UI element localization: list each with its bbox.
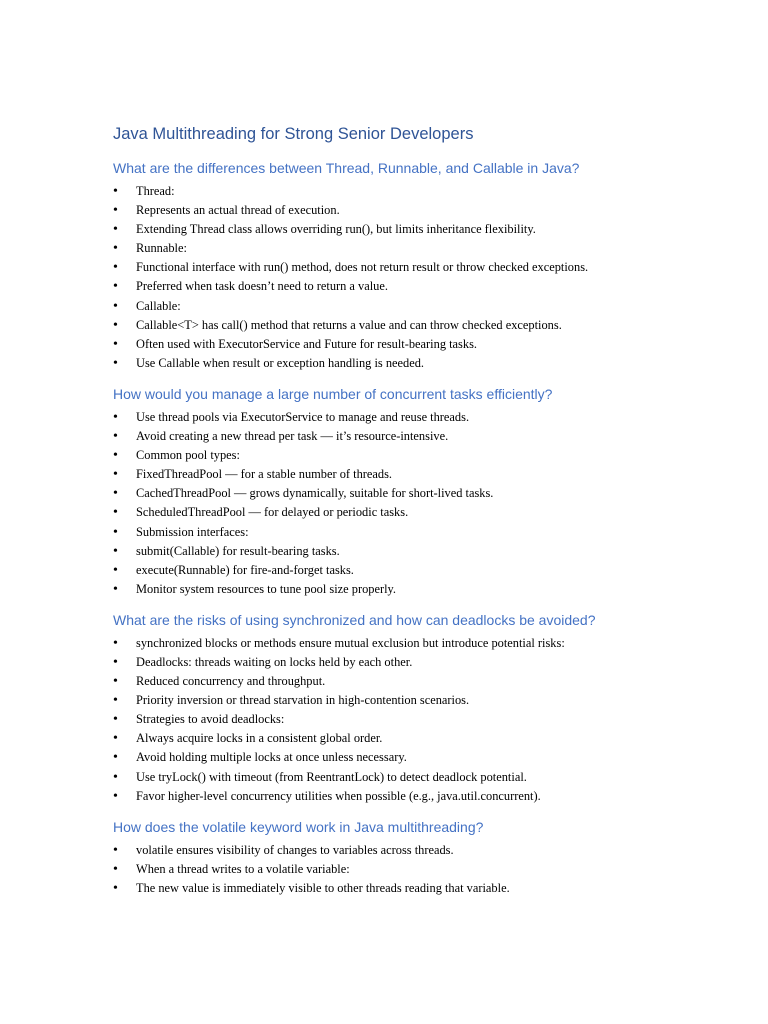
bullet-item: • Strategies to avoid deadlocks: [113, 710, 673, 729]
bullet-item: • Common pool types: [113, 446, 673, 465]
bullet-list [113, 634, 673, 806]
bullet-item: • Priority inversion or thread starvation in high-contention scenarios. [113, 691, 673, 710]
bullet-item: • Reduced concurrency and throughput. [113, 672, 673, 691]
bullet-item: • Use tryLock() with timeout (from ReentrantLock) to detect deadlock potential. [113, 768, 673, 787]
bullet-item: • Callable: [113, 297, 673, 316]
bullet-item: • Runnable: [113, 239, 673, 258]
bullet-item: • volatile ensures visibility of changes to variables across threads. [113, 841, 673, 860]
bullet-item: • Favor higher-level concurrency utilities when possible (e.g., java.util.concurrent). [113, 787, 673, 806]
sections-container [113, 158, 673, 898]
bullet-item: • Often used with ExecutorService and Future for result-bearing tasks. [113, 335, 673, 354]
bullet-item: • Avoid creating a new thread per task — it’s resource-intensive. [113, 427, 673, 446]
bullet-item: • synchronized blocks or methods ensure mutual exclusion but introduce potential risks: [113, 634, 673, 653]
bullet-item: • execute(Runnable) for fire-and-forget tasks. [113, 561, 673, 580]
document-page [113, 122, 673, 909]
bullet-item: • Always acquire locks in a consistent global order. [113, 729, 673, 748]
bullet-item: • FixedThreadPool — for a stable number of threads. [113, 465, 673, 484]
bullet-item: • submit(Callable) for result-bearing tasks. [113, 542, 673, 561]
bullet-item: • CachedThreadPool — grows dynamically, suitable for short-lived tasks. [113, 484, 673, 503]
bullet-list [113, 408, 673, 599]
document-title: Java Multithreading for Strong Senior Developers [113, 125, 474, 143]
bullet-item: • Represents an actual thread of execution. [113, 201, 673, 220]
bullet-item: • Use thread pools via ExecutorService to manage and reuse threads. [113, 408, 673, 427]
bullet-list [113, 182, 673, 373]
bullet-item: • Submission interfaces: [113, 523, 673, 542]
section-heading: How does the volatile keyword work in Java multithreading? [113, 818, 484, 835]
bullet-item: • Extending Thread class allows overriding run(), but limits inheritance flexibility. [113, 220, 673, 239]
section-heading: What are the risks of using synchronized and how can deadlocks be avoided? [113, 611, 596, 628]
bullet-list [113, 841, 673, 898]
section-heading: What are the differences between Thread, Runnable, and Callable in Java? [113, 160, 580, 176]
bullet-item: • When a thread writes to a volatile variable: [113, 860, 673, 879]
bullet-item: • Monitor system resources to tune pool size properly. [113, 580, 673, 599]
bullet-item: • Functional interface with run() method, does not return result or throw checked exceptions. [113, 258, 673, 277]
bullet-item: • The new value is immediately visible to other threads reading that variable. [113, 879, 673, 898]
bullet-item: • Avoid holding multiple locks at once unless necessary. [113, 748, 673, 767]
bullet-item: • Use Callable when result or exception handling is needed. [113, 354, 673, 373]
bullet-item: • Deadlocks: threads waiting on locks held by each other. [113, 653, 673, 672]
bullet-item: • Callable<T> has call() method that returns a value and can throw checked exceptions. [113, 316, 673, 335]
bullet-item: • Preferred when task doesn’t need to return a value. [113, 277, 673, 296]
section-heading: How would you manage a large number of concurrent tasks efficiently? [113, 385, 553, 402]
bullet-item: • ScheduledThreadPool — for delayed or periodic tasks. [113, 503, 673, 522]
bullet-item: • Thread: [113, 182, 673, 201]
